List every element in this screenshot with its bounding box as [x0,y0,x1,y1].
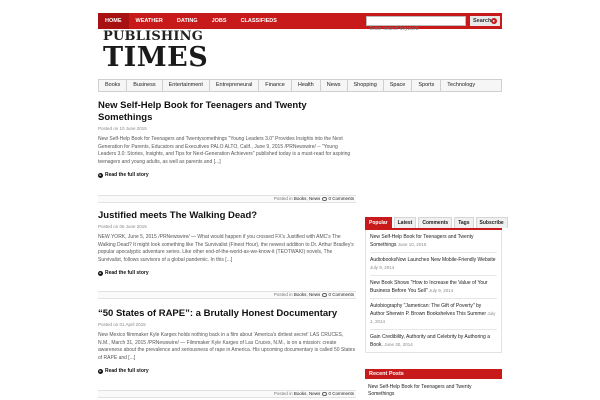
topnav-home[interactable]: HOME [98,13,129,29]
recent-post-link[interactable]: New Self-Help Book for Teenagers and Twenty Somethings [368,384,472,397]
category-finance[interactable]: Finance [259,80,292,91]
post-meta: Posted in Books, News 0 Comments [98,291,356,299]
list-item [370,230,497,253]
post-title[interactable]: “50 States of RAPE”: a Brutally Honest Documentary [98,308,338,319]
arrow-right-icon: ▸ [99,172,102,177]
popular-post-link[interactable]: Autobiography "Jamerican: The Gift of Poverty" by Author Sherwin P. Brown Bookshelves This Summer [370,303,486,317]
posted-in-label: Posted in [273,196,293,201]
comment-icon [322,392,327,396]
list-item [370,299,497,330]
logo-line2: TIMES [103,42,209,73]
category-entertainment[interactable]: Entertainment [163,80,210,91]
read-more-label: Read the full story [105,270,149,277]
popular-post-date: June 10, 2015 [397,242,427,247]
post-title[interactable]: Justified meets The Walking Dead? [98,210,258,221]
comment-icon [322,293,327,297]
list-item [370,253,497,276]
post [98,210,356,297]
search-button-label: Search [473,18,492,24]
popular-post-link[interactable]: New Self-Help Book for Teenagers and Twenty Somethings [370,234,474,248]
topnav-weather[interactable]: WEATHER [135,18,163,24]
post-excerpt: New Mexico filmmaker Kyle Karges holds nothing back in a film about 'America's dirtiest secret' LAS CRUCES, N.M., March 31, 2015 /PRNewswire/ — Filmmaker Kyle Karges of Las Cruces, N.M., is on a mission: create awareness about the prevalence and seriousness of rape in America. His upcoming documentary is called 50 States of RAPE and [...] [98,332,356,361]
comment-icon [322,197,327,201]
arrow-right-icon: ▸ [99,368,102,373]
topnav-jobs[interactable]: JOBS [211,18,227,24]
post-date: Posted on 10 June 2015 [98,126,147,131]
read-more-label: Read the full story [105,172,149,179]
list-item [370,330,497,352]
meta-category-news[interactable]: News [308,196,321,201]
post-date: Posted on 01 April 2015 [98,322,146,327]
category-sports[interactable]: Sports [412,80,441,91]
meta-category-books[interactable]: Books [293,292,307,297]
recent-posts-heading: Recent Posts [365,369,502,379]
popular-post-date: July 9, 2014 [429,288,454,293]
popular-post-link[interactable]: New Book Shows "How to Increase the Value of Your Business Before You Sell" [370,280,488,294]
meta-category-books[interactable]: Books [293,196,307,201]
post-date: Posted on 06 June 2015 [98,224,147,229]
tab-popular[interactable]: Popular [365,217,392,228]
post-excerpt: NEW YORK, June 5, 2015 /PRNewswire/ — What would happen if you crossed FX's Justified with AMC's The Walking Dead? It might look something like The Survivalist (Finest Hour), the newest addition to Dr. Arthur Bradley's popular apocalyptic adventure series. Like other end-of-the-world-as-we-know-it (TEOTWAKI) novels, The Survivalist, follows survivors of a global pandemic. In this [...] [98,234,354,263]
popular-post-date: July 9, 2014 [370,265,395,270]
top-bar [98,13,502,29]
popular-list [365,230,502,353]
tab-bar [365,217,502,230]
comments-link[interactable]: 0 Comments [328,196,354,201]
post [98,100,356,201]
comments-link[interactable]: 0 Comments [328,292,354,297]
post-meta: Posted in Books, News 0 Comments [98,195,356,203]
category-books[interactable]: Books [99,80,127,91]
topnav-classifieds[interactable]: CLASSIFIEDS [240,18,277,24]
category-space[interactable]: Space [384,80,413,91]
tab-latest[interactable]: Latest [394,217,417,228]
recent-posts-widget [365,369,502,398]
tab-comments[interactable]: Comments [418,217,452,228]
category-technology[interactable]: Technology [447,82,476,88]
sidebar-tabs-widget [365,217,502,353]
meta-category-books[interactable]: Books [293,391,307,396]
category-news[interactable]: News [321,80,348,91]
read-more-label: Read the full story [105,368,149,375]
category-health[interactable]: Health [292,80,321,91]
read-more-link[interactable] [98,368,356,374]
posted-in-label: Posted in [273,391,293,396]
post [98,308,356,396]
tab-tags[interactable]: Tags [454,217,473,228]
tab-subscribe[interactable]: Subscribe [476,217,508,228]
category-business[interactable]: Business [127,80,162,91]
meta-category-news[interactable]: News [308,391,321,396]
read-more-link[interactable] [98,172,356,178]
search-input[interactable] [367,25,465,33]
category-entrepreneural[interactable]: Entrepreneural [210,80,259,91]
popular-post-date: July 1, 2014 [370,311,496,324]
read-more-link[interactable] [98,270,356,276]
popular-post-link[interactable]: AudiobooksNow Launches New Mobile-Friendly Website [370,257,496,263]
list-item [370,276,497,299]
comments-link[interactable]: 0 Comments [328,391,354,396]
post-excerpt: New Self-Help Book for Teenagers and Twentysomethings "Young Leaders 3.0" Provides Insights into the Next Generation for Parents, Educators and Executives PALO ALTO, Calif., June 9, 2015 /PRNewswire/ -- "Young Leaders 3.0: Stories, Insights, and Tips for Next-Generation Achievers" published today is a must-read for aspiring teenagers and young adults, as well as parents and [...] [98,136,351,165]
category-nav [98,79,502,92]
meta-category-news[interactable]: News [308,292,321,297]
site-logo[interactable] [103,30,213,74]
popular-post-date: June 30, 2014 [384,342,413,347]
search-button[interactable] [470,16,500,26]
category-shopping[interactable]: Shopping [348,80,384,91]
posted-in-label: Posted in [273,292,293,297]
topnav-dating[interactable]: DATING [176,18,198,24]
arrow-right-icon: ▸ [492,18,495,23]
popular-post-link[interactable]: Gain Credibility, Authority and Celebrity by Authoring a Book. [370,334,490,348]
post-meta: Posted in Books, News 0 Comments [98,390,356,398]
logo-line1: PUBLISHING [103,29,204,44]
arrow-right-icon: ▸ [99,270,102,275]
post-title[interactable]: New Self-Help Book for Teenagers and Twenty Somethings [98,100,307,123]
search-box [366,16,466,26]
